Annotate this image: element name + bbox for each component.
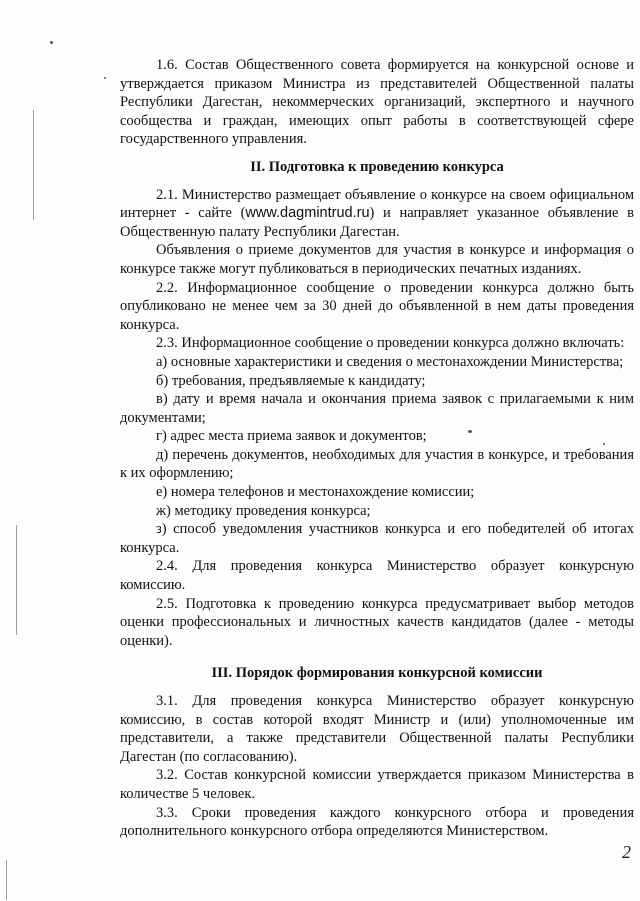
section-2-heading: II. Подготовка к проведению конкурса bbox=[250, 158, 504, 175]
paragraph-2-1 bbox=[120, 186, 634, 242]
paragraph-3-3: 3.3. Сроки проведения каждого конкурсного отбора и проведения дополнительного конкурсного отбора определяются Министерством. bbox=[120, 804, 634, 840]
document-body bbox=[120, 56, 634, 841]
page-number: 2 bbox=[622, 842, 631, 862]
scan-speck bbox=[50, 41, 53, 44]
list-item-e: е) номера телефонов и местонахождение комиссии; bbox=[156, 484, 475, 501]
paragraph-2-5: 2.5. Подготовка к проведению конкурса предусматривает выбор методов оценки профессиональных и личностных качеств кандидатов (далее - методы оценки). bbox=[120, 595, 634, 649]
list-item-v: в) дату и время начала и окончания приема заявок с прилагаемыми к ним документами; bbox=[120, 391, 634, 426]
list-item-d: д) перечень документов, необходимых для участия в конкурсе, и требования к их оформлению; bbox=[120, 446, 634, 482]
website-link[interactable]: www.dagmintrud.ru bbox=[245, 205, 370, 222]
scan-speck bbox=[104, 77, 106, 79]
scan-edge-line bbox=[16, 525, 17, 635]
paragraph-2-1-start: 2.1. Министерство размещает объявление о конкурсе на своем официальном интернет - сайте ( bbox=[120, 186, 634, 222]
paragraph-1-6: 1.6. Состав Общественного совета формируется на конкурсной основе и утверждается приказом Министра из представителей Общественной палаты Республики Дагестан, некоммерческих организаций, экспертного и научного сообщества и граждан, имеющих опыт работы в соответствующей сфере государственного управления. bbox=[120, 57, 634, 148]
paragraph-2-4: 2.4. Для проведения конкурса Министерство образует конкурсную комиссию. bbox=[120, 558, 634, 594]
scan-edge-line bbox=[6, 860, 7, 900]
list-item-a: а) основные характеристики и сведения о местонахождении Министерства; bbox=[156, 353, 624, 370]
section-3-heading: III. Порядок формирования конкурсной комиссии bbox=[211, 665, 543, 682]
list-item-z: з) способ уведомления участников конкурса и его победителей об итогах конкурса. bbox=[120, 521, 634, 556]
paragraph-2-1-end: ) и направляет указанное объявление в Общественную палату Республики Дагестан. bbox=[120, 205, 634, 240]
list-item-g: г) адрес места приема заявок и документов; bbox=[156, 428, 427, 445]
list-item-zh: ж) методику проведения конкурса; bbox=[156, 502, 371, 519]
paragraph-2-3: 2.3. Информационное сообщение о проведении конкурса должно включать: bbox=[156, 335, 625, 352]
paragraph-3-2: 3.2. Состав конкурсной комиссии утверждается приказом Министерства в количестве 5 человек. bbox=[120, 767, 634, 802]
paragraph-2-2: 2.2. Информационное сообщение о проведении конкурса должно быть опубликовано не менее чем за 30 дней до объявленной в нем даты проведения конкурса. bbox=[120, 279, 634, 333]
paragraph-announcements: Объявления о приеме документов для участия в конкурсе и информация о конкурсе также могут публиковаться в периодических печатных изданиях. bbox=[120, 242, 634, 277]
scan-edge-line bbox=[33, 110, 34, 220]
list-item-b: б) требования, предъявляемые к кандидату; bbox=[156, 372, 426, 389]
paragraph-3-1: 3.1. Для проведения конкурса Министерство образует конкурсную комиссию, в состав которой входят Министр и (или) уполномоченные им представители, а также представители Общественной палаты Республики Дагестан (по согласованию). bbox=[120, 693, 634, 765]
